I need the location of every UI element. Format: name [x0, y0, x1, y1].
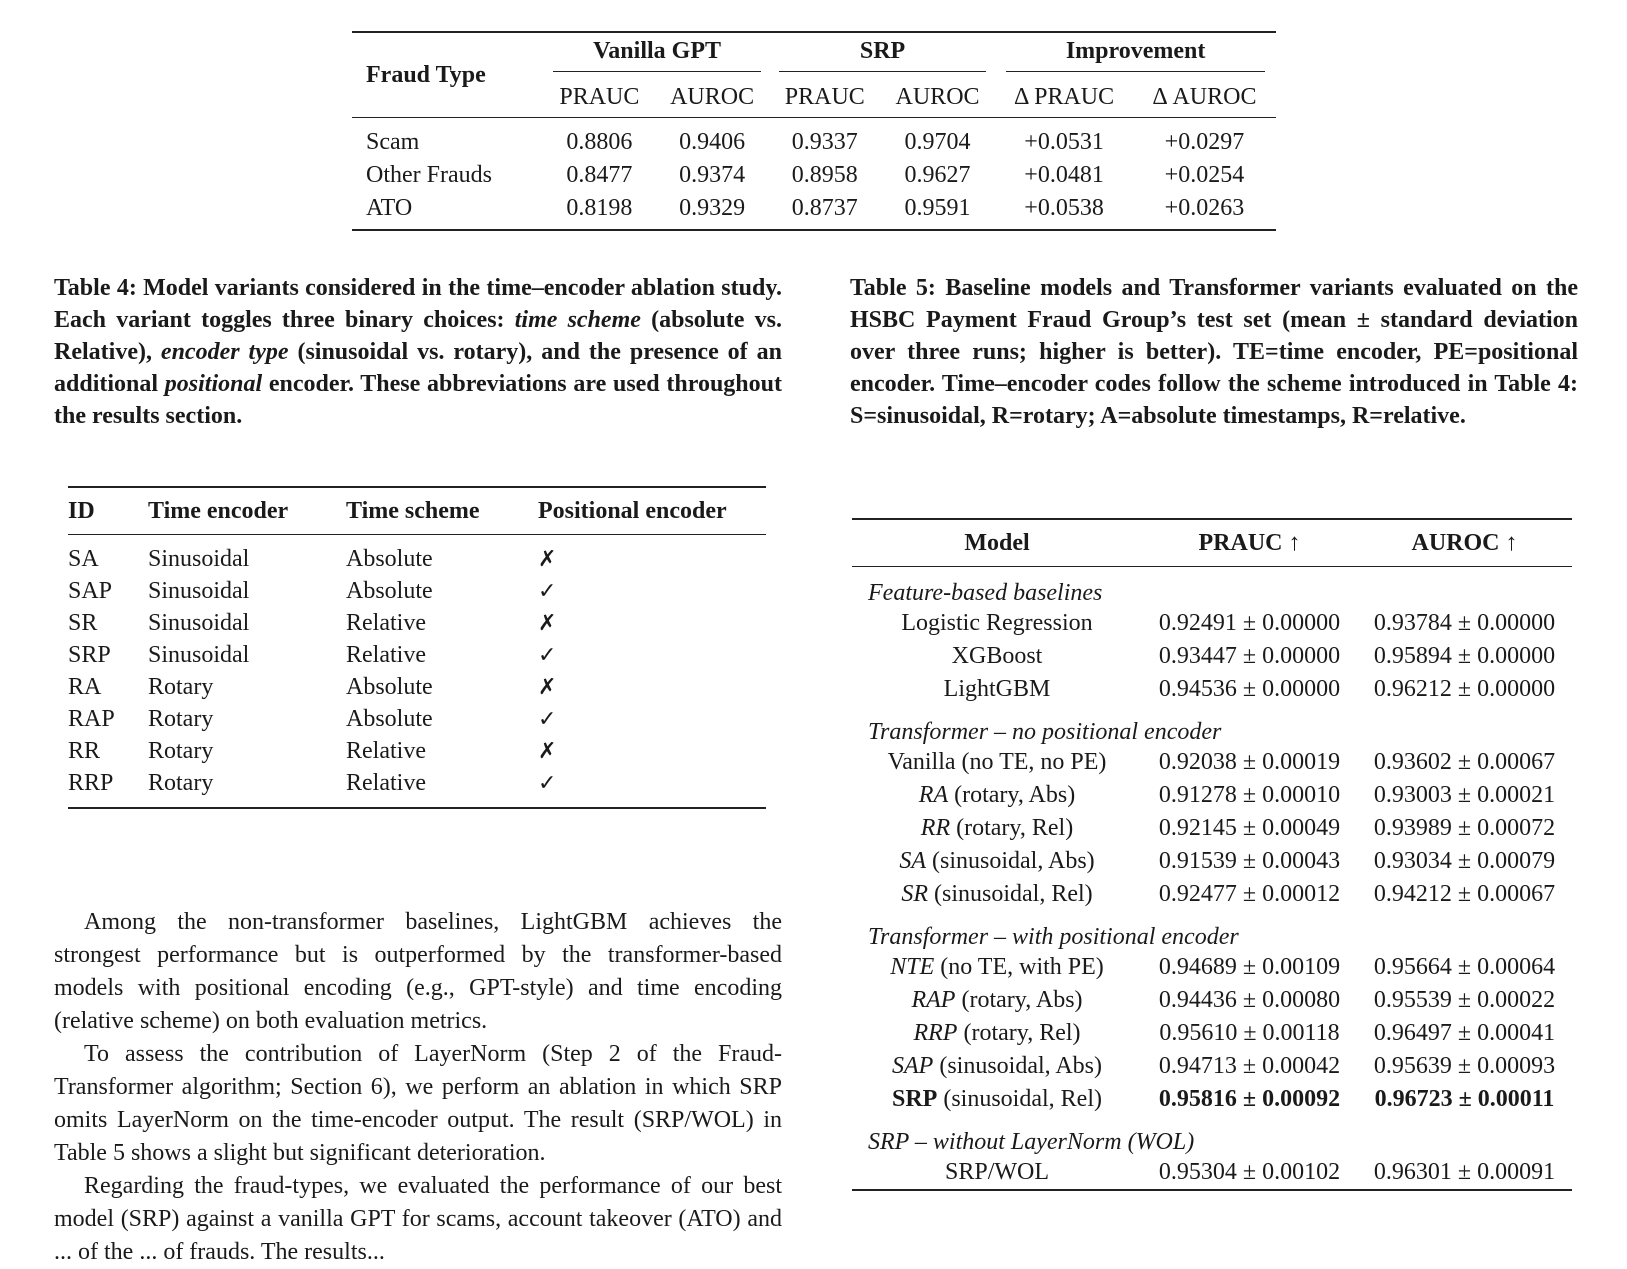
- col-header-positional-encoder: Positional encoder: [538, 488, 766, 535]
- paragraph: Among the non-transformer baselines, LightGBM achieves the strongest performance but is outperformed by the transformer-based models with positional encoding (e.g., GPT-style) and time encoding (relative scheme) on both evaluation metrics.: [54, 909, 782, 1034]
- prauc-cell: 0.95816 ± 0.00092: [1158, 1086, 1341, 1112]
- model-name-cell: [852, 673, 1142, 706]
- model-description: (sinusoidal, Abs): [933, 1053, 1102, 1079]
- variant-id-cell: RRP: [68, 769, 114, 796]
- model-name-cell: [852, 984, 1142, 1017]
- value-cell: 0.9374: [679, 162, 746, 188]
- fraud-type-cell: Other Frauds: [366, 162, 492, 188]
- auroc-cell: 0.96723 ± 0.00011: [1374, 1086, 1555, 1112]
- body-text: [54, 906, 782, 1269]
- time-scheme-cell: Relative: [346, 769, 426, 796]
- value-cell: 0.8806: [566, 129, 633, 155]
- table-row: [852, 746, 1572, 779]
- value-cell: +0.0263: [1164, 195, 1245, 221]
- model-description: (sinusoidal, Abs): [926, 848, 1095, 874]
- subheader: AUROC: [880, 77, 995, 118]
- prauc-cell: 0.91539 ± 0.00043: [1158, 848, 1341, 874]
- positional-encoder-cell: ✗: [538, 674, 557, 700]
- model-description: Vanilla (no TE, no PE): [887, 749, 1107, 775]
- time-encoder-cell: Rotary: [148, 673, 214, 700]
- value-cell: +0.0297: [1164, 129, 1245, 155]
- time-scheme-cell: Absolute: [346, 673, 433, 700]
- prauc-cell: 0.95304 ± 0.00102: [1158, 1159, 1341, 1185]
- model-name-cell: [852, 779, 1142, 812]
- table-row: [852, 812, 1572, 845]
- table-row: [852, 1050, 1572, 1083]
- fraud-type-cell: ATO: [366, 195, 413, 221]
- prauc-cell: 0.92477 ± 0.00012: [1158, 881, 1341, 907]
- auroc-cell: 0.93034 ± 0.00079: [1373, 848, 1556, 874]
- positional-encoder-cell: ✗: [538, 738, 557, 764]
- col-header-id: ID: [68, 488, 148, 535]
- auroc-cell: 0.93602 ± 0.00067: [1373, 749, 1556, 775]
- table-row: [852, 1083, 1572, 1116]
- table-row: [68, 607, 766, 639]
- paragraph: To assess the contribution of LayerNorm (Step 2 of the Fraud-Transformer algorithm; Section 6), we perform an ablation in which SRP omits LayerNorm on the time-encoder output. The result (SRP/WOL) in Table 5 shows a slight but significant deterioration.: [54, 1041, 782, 1166]
- auroc-cell: 0.95539 ± 0.00022: [1373, 987, 1556, 1013]
- model-name-cell: [852, 640, 1142, 673]
- model-description: XGBoost: [951, 643, 1043, 669]
- model-variants-table: [68, 486, 766, 809]
- positional-encoder-cell: ✗: [538, 610, 557, 636]
- section-header-row: [852, 706, 1572, 746]
- positional-encoder-cell: ✓: [538, 578, 557, 604]
- variant-id-cell: RAP: [68, 705, 115, 732]
- table-row: [68, 575, 766, 607]
- table-row: [68, 767, 766, 807]
- fraud-type-cell: Scam: [366, 129, 420, 155]
- table-row: [852, 1156, 1572, 1189]
- section-title: Transformer – no positional encoder: [868, 719, 1222, 745]
- table-row: [352, 192, 1276, 229]
- time-scheme-cell: Relative: [346, 641, 426, 668]
- time-encoder-cell: Sinusoidal: [148, 641, 250, 668]
- variant-id-cell: RR: [68, 737, 101, 764]
- auroc-cell: 0.95894 ± 0.00000: [1373, 643, 1556, 669]
- subheader: Δ AUROC: [1133, 77, 1276, 118]
- model-description: LightGBM: [943, 676, 1051, 702]
- table4-caption: Table 4: Model variants considered in the time–encoder ablation study. Each variant toggles three binary choices: time scheme (absolute vs. Relative), encoder type (sinusoidal vs. rotary), and the presence of an additional positional encoder. These abbreviations are used throughout the results section.: [54, 275, 782, 429]
- time-encoder-cell: Rotary: [148, 769, 214, 796]
- model-description: (rotary, Abs): [955, 987, 1083, 1013]
- prauc-cell: 0.94713 ± 0.00042: [1158, 1053, 1341, 1079]
- variant-id-cell: RA: [68, 673, 102, 700]
- group-header-vanilla: Vanilla GPT: [544, 33, 769, 77]
- auroc-cell: 0.93784 ± 0.00000: [1373, 610, 1556, 636]
- model-name-cell: [852, 746, 1142, 779]
- value-cell: 0.8477: [566, 162, 633, 188]
- prauc-cell: 0.92145 ± 0.00049: [1158, 815, 1341, 841]
- prauc-cell: 0.91278 ± 0.00010: [1158, 782, 1341, 808]
- col-header-time-scheme: Time scheme: [346, 488, 538, 535]
- value-cell: 0.9591: [904, 195, 971, 221]
- model-name-cell: [852, 878, 1142, 911]
- table-row: [852, 845, 1572, 878]
- section-title: Feature-based baselines: [868, 580, 1103, 606]
- auroc-cell: 0.93989 ± 0.00072: [1373, 815, 1556, 841]
- model-code: RA: [918, 782, 949, 808]
- col-header-prauc: PRAUC ↑: [1142, 520, 1357, 567]
- subheader: PRAUC: [544, 77, 654, 118]
- value-cell: 0.9337: [791, 129, 858, 155]
- auroc-cell: 0.94212 ± 0.00067: [1373, 881, 1556, 907]
- section-title: Transformer – with positional encoder: [868, 924, 1239, 950]
- model-code: NTE: [890, 954, 935, 980]
- model-name-cell: [852, 812, 1142, 845]
- subheader: PRAUC: [770, 77, 880, 118]
- table-row: [852, 984, 1572, 1017]
- group-header-srp: SRP: [770, 33, 995, 77]
- value-cell: 0.9329: [679, 195, 746, 221]
- model-description: (rotary, Rel): [957, 1020, 1081, 1046]
- subheader: Δ PRAUC: [995, 77, 1133, 118]
- variant-id-cell: SA: [68, 545, 99, 572]
- paragraph: Regarding the fraud-types, we evaluated the performance of our best model (SRP) against a vanilla GPT for scams, account takeover (ATO) and ... of the ... of frauds. The results...: [54, 1173, 782, 1265]
- model-code: RAP: [911, 987, 956, 1013]
- time-encoder-cell: Sinusoidal: [148, 577, 250, 604]
- prauc-cell: 0.92491 ± 0.00000: [1158, 610, 1341, 636]
- auroc-cell: 0.96497 ± 0.00041: [1373, 1020, 1556, 1046]
- model-name-cell: [852, 1083, 1142, 1116]
- positional-encoder-cell: ✓: [538, 706, 557, 732]
- model-name-cell: [852, 607, 1142, 640]
- variant-id-cell: SAP: [68, 577, 113, 604]
- table-row: [852, 779, 1572, 812]
- auroc-cell: 0.95639 ± 0.00093: [1373, 1053, 1556, 1079]
- positional-encoder-cell: ✓: [538, 642, 557, 668]
- time-encoder-cell: Rotary: [148, 737, 214, 764]
- table-row: [852, 1017, 1572, 1050]
- section-header-row: [852, 911, 1572, 951]
- variant-id-cell: SR: [68, 609, 98, 636]
- col-header-model: Model: [852, 520, 1142, 567]
- model-code: RR: [920, 815, 951, 841]
- auroc-cell: 0.96212 ± 0.00000: [1373, 676, 1556, 702]
- table-row: [68, 639, 766, 671]
- table-row: [352, 159, 1276, 192]
- model-description: SRP/WOL: [944, 1159, 1049, 1185]
- model-description: (no TE, with PE): [934, 954, 1104, 980]
- value-cell: 0.9704: [904, 129, 971, 155]
- positional-encoder-cell: ✓: [538, 770, 557, 796]
- table-row: [352, 118, 1276, 160]
- time-scheme-cell: Relative: [346, 609, 426, 636]
- value-cell: +0.0531: [1024, 129, 1104, 155]
- subheader: AUROC: [654, 77, 769, 118]
- time-encoder-cell: Rotary: [148, 705, 214, 732]
- model-description: (sinusoidal, Rel): [928, 881, 1093, 907]
- baseline-results-table: [852, 518, 1572, 1191]
- model-code: RRP: [913, 1020, 958, 1046]
- fraud-type-header: Fraud Type: [352, 33, 544, 118]
- model-description: Logistic Regression: [901, 610, 1093, 636]
- prauc-cell: 0.94536 ± 0.00000: [1158, 676, 1341, 702]
- auroc-cell: 0.93003 ± 0.00021: [1373, 782, 1556, 808]
- model-code: SRP: [892, 1086, 938, 1112]
- value-cell: 0.9627: [904, 162, 971, 188]
- value-cell: +0.0254: [1164, 162, 1245, 188]
- fraud-type-table: [352, 31, 1276, 231]
- table-row: [68, 735, 766, 767]
- model-code: SAP: [892, 1053, 934, 1079]
- value-cell: +0.0481: [1024, 162, 1104, 188]
- auroc-cell: 0.96301 ± 0.00091: [1373, 1159, 1556, 1185]
- positional-encoder-cell: ✗: [538, 546, 557, 572]
- col-header-time-encoder: Time encoder: [148, 488, 346, 535]
- value-cell: 0.8198: [566, 195, 633, 221]
- value-cell: 0.9406: [679, 129, 746, 155]
- time-scheme-cell: Absolute: [346, 577, 433, 604]
- model-name-cell: [852, 951, 1142, 984]
- table-row: [852, 878, 1572, 911]
- prauc-cell: 0.92038 ± 0.00019: [1158, 749, 1341, 775]
- time-scheme-cell: Absolute: [346, 705, 433, 732]
- time-encoder-cell: Sinusoidal: [148, 609, 250, 636]
- table-row: [68, 535, 766, 576]
- prauc-cell: 0.95610 ± 0.00118: [1159, 1020, 1340, 1046]
- table-row: [68, 703, 766, 735]
- table5-caption: Table 5: Baseline models and Transformer variants evaluated on the HSBC Payment Fraud Group’s test set (mean ± standard deviation over three runs; higher is better). TE=time encoder, PE=positional encoder. Time–encoder codes follow the scheme introduced in Table 4: S=sinusoidal, R=rotary; A=absolute timestamps, R=relative.: [850, 275, 1578, 429]
- group-header-improvement: Improvement: [995, 33, 1276, 77]
- section-header-row: [852, 1116, 1572, 1156]
- time-encoder-cell: Sinusoidal: [148, 545, 250, 572]
- col-header-auroc: AUROC ↑: [1357, 520, 1572, 567]
- model-description: (rotary, Abs): [948, 782, 1076, 808]
- model-name-cell: [852, 1156, 1142, 1189]
- prauc-cell: 0.93447 ± 0.00000: [1158, 643, 1341, 669]
- table-row: [852, 951, 1572, 984]
- value-cell: 0.8737: [791, 195, 858, 221]
- section-title: SRP – without LayerNorm (WOL): [868, 1129, 1195, 1155]
- model-code: SA: [899, 848, 926, 874]
- table-row: [852, 640, 1572, 673]
- prauc-cell: 0.94689 ± 0.00109: [1158, 954, 1341, 980]
- section-header-row: [852, 567, 1572, 608]
- time-scheme-cell: Absolute: [346, 545, 433, 572]
- model-name-cell: [852, 1050, 1142, 1083]
- model-description: (rotary, Rel): [950, 815, 1074, 841]
- table-row: [68, 671, 766, 703]
- model-name-cell: [852, 845, 1142, 878]
- table-row: [852, 607, 1572, 640]
- prauc-cell: 0.94436 ± 0.00080: [1158, 987, 1341, 1013]
- table-row: [852, 673, 1572, 706]
- model-description: (sinusoidal, Rel): [937, 1086, 1102, 1112]
- model-name-cell: [852, 1017, 1142, 1050]
- variant-id-cell: SRP: [68, 641, 111, 668]
- model-code: SR: [901, 881, 928, 907]
- value-cell: 0.8958: [791, 162, 858, 188]
- time-scheme-cell: Relative: [346, 737, 426, 764]
- value-cell: +0.0538: [1024, 195, 1104, 221]
- auroc-cell: 0.95664 ± 0.00064: [1373, 954, 1556, 980]
